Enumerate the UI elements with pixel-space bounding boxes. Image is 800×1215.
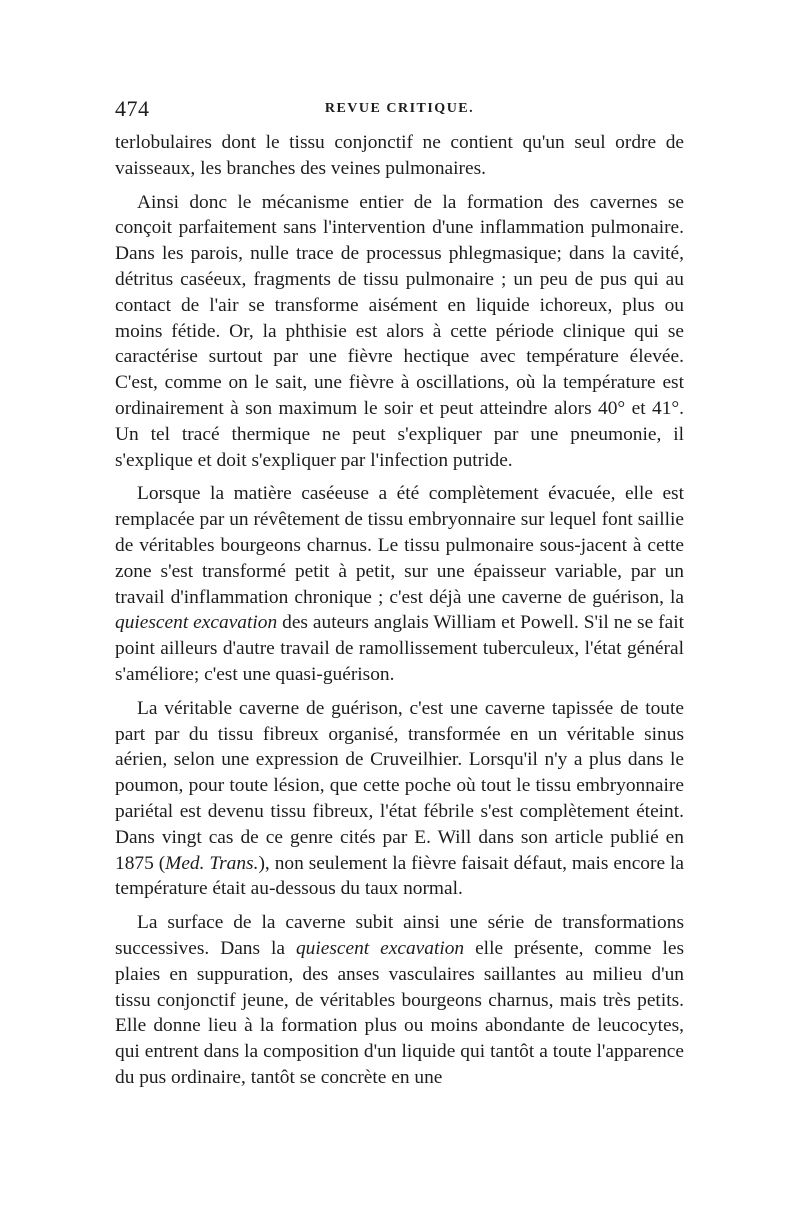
paragraph-text: Ainsi donc le mécanisme entier de la formation des cavernes se conçoit parfaitement sans l'intervention d'une inflammation pulmonaire. Dans les parois, nulle trace de processus phlegmasique; dans la cavité, détritus caséeux, fragments de tissu pulmonaire ; un peu de pus qui au contact de l'air se transforme aisément en liquide ichoreux, plus ou moins fétide. Or, la phthisie est alors à cette période clinique qui se caractérise surtout par une fièvre hectique avec température élevée. C'est, comme on le sait, une fièvre à oscillations, où la température est ordinairement à son maximum le soir et peut atteindre alors 40° et 41°. Un tel tracé thermique ne peut s'expliquer par une pneumonie, il s'explique et doit s'expliquer par l'infection putride. xyxy=(115,191,684,471)
italic-citation: Med. Trans. xyxy=(165,852,259,874)
page-header xyxy=(115,96,684,130)
paragraph-text: Lorsque la matière caséeuse a été complètement évacuée, elle est remplacée par un révêtement de tissu embryonnaire sur lequel font saillie de véritables bourgeons charnus. Le tissu pulmonaire sous-jacent à cette zone s'est transformé petit à petit, sur une épaisseur variable, par un travail d'inflammation chronique ; c'est déjà une caverne de guérison, la xyxy=(115,483,684,608)
paragraph-text: des auteurs anglais William et Powell. S'il ne se fait point ailleurs d'autre travail de ramollissement tuberculeux, l'état général s'améliore; c'est une quasi-guérison. xyxy=(115,612,684,685)
paragraph-text: La surface de la caverne subit ainsi une série de transformations successives. Dans la xyxy=(115,912,684,959)
paragraph xyxy=(115,696,684,902)
paragraph-text: terlobulaires dont le tissu conjonctif ne contient qu'un seul ordre de vaisseaux, les branches des veines pulmonaires. xyxy=(115,132,684,179)
paragraph xyxy=(115,481,684,687)
page-number: 474 xyxy=(115,96,150,121)
italic-term: quiescent excavation xyxy=(115,612,278,634)
paragraph-continuation xyxy=(115,130,684,182)
paragraph-text: ), non seulement la fièvre faisait défaut, mais encore la température était au-dessous du taux normal. xyxy=(115,852,684,900)
paragraph xyxy=(115,190,684,474)
running-title: REVUE CRITIQUE. xyxy=(324,101,475,116)
document-page xyxy=(115,96,684,1099)
italic-term: quiescent excavation xyxy=(295,937,465,959)
paragraph-text: La véritable caverne de guérison, c'est une caverne tapissée de toute part par du tissu fibreux organisé, transformée en un véritable sinus aérien, selon une expression de Cruveilhier. Lorsqu'il n'y a plus dans le poumon, pour toute lésion, que cette poche où tout le tissu embryonnaire pariétal est devenu tissu fibreux, l'état fébrile s'est complètement éteint. Dans vingt cas de ce genre cités par E. Will dans son article publié en 1875 ( xyxy=(115,697,684,874)
body-text xyxy=(115,130,684,1091)
paragraph xyxy=(115,910,684,1091)
paragraph-text: elle présente, comme les plaies en suppuration, des anses vasculaires saillantes au milieu d'un tissu conjonctif jeune, de véritables bourgeons charnus, mais très petits. Elle donne lieu à la formation plus ou moins abondante de leucocytes, qui entrent dans la composition d'un liquide qui tantôt a toute l'apparence du pus ordinaire, tantôt se concrète en une xyxy=(115,937,684,1088)
